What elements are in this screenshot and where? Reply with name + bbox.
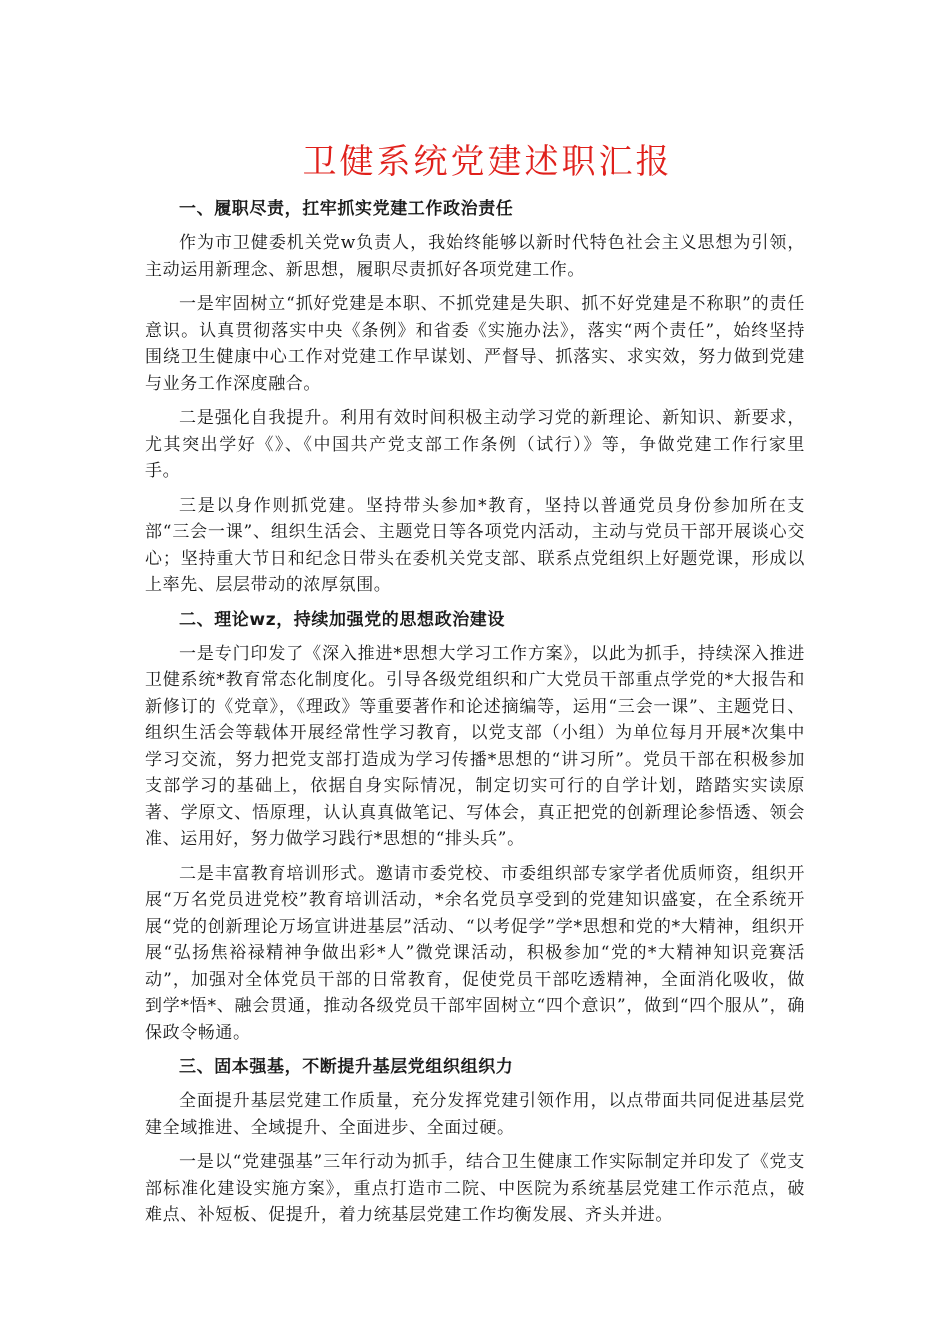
paragraph: 作为市卫健委机关党w负责人，我始终能够以新时代特色社会主义思想为引领，主动运用新理念、新思想，履职尽责抓好各项党建工作。 — [145, 233, 805, 280]
section-heading-3: 三、固本强基，不断提升基层党组织组织力 — [179, 1057, 514, 1077]
paragraph: 二是强化自我提升。利用有效时间积极主动学习党的新理论、新知识、新要求，尤其突出学好《》、《中国共产党支部工作条例（试行）》等，争做党建工作行家里手。 — [145, 408, 805, 481]
section-heading-2: 二、理论wz，持续加强党的思想政治建设 — [179, 609, 505, 630]
paragraph: 全面提升基层党建工作质量，充分发挥党建引领作用，以点带面共同促进基层党建全域推进、全域提升、全面进步、全面过硬。 — [145, 1091, 805, 1138]
paragraph: 一是牢固树立“抓好党建是本职、不抓党建是失职、抓不好党建是不称职”的责任意识。认真贯彻落实中央《条例》和省委《实施办法》，落实“两个责任”，始终坚持围绕卫生健康中心工作对党建工作早谋划、严督导、抓落实、求实效，努力做到党建与业务工作深度融合。 — [145, 294, 805, 394]
document-title: 卫健系统党建述职汇报 — [302, 142, 673, 182]
document-page — [145, 138, 805, 1237]
paragraph: 一是专门印发了《深入推进*思想大学习工作方案》，以此为抓手，持续深入推进卫健系统*教育常态化制度化。引导各级党组织和广大党员干部重点学党的*大报告和新修订的《党章》，《理政》等重要著作和论述摘编等，运用“三会一课”、主题党日、组织生活会等载体开展经常性学习教育，以党支部（小组）为单位每月开展*次集中学习交流，努力把党支部打造成为学习传播*思想的“讲习所”。党员干部在积极参加支部学习的基础上，依据自身实际情况，制定切实可行的自学计划，踏踏实实读原著、学原文、悟原理，认认真真做笔记、写体会，真正把党的创新理论参悟透、领会准、运用好，努力做学习践行*思想的“排头兵”。 — [145, 643, 805, 849]
section-heading-1: 一、履职尽责，扛牢抓实党建工作政治责任 — [179, 199, 514, 219]
paragraph: 二是丰富教育培训形式。邀请市委党校、市委组织部专家学者优质师资，组织开展“万名党员进党校”教育培训活动，*余名党员享受到的党建知识盛宴，在全系统开展“党的创新理论万场宣讲进基层”活动、“以考促学”学*思想和党的*大精神，组织开展“弘扬焦裕禄精神争做出彩*人”微党课活动，积极参加“党的*大精神知识竞赛活动”，加强对全体党员干部的日常教育，促使党员干部吃透精神，全面消化吸收，做到学*悟*、融会贯通，推动各级党员干部牢固树立“四个意识”，做到“四个服从”，确保政令畅通。 — [145, 863, 805, 1043]
paragraph: 三是以身作则抓党建。坚持带头参加*教育，坚持以普通党员身份参加所在支部“三会一课”、组织生活会、主题党日等各项党内活动，主动与党员干部开展谈心交心；坚持重大节日和纪念日带头在委机关党支部、联系点党组织上好题党课，形成以上率先、层层带动的浓厚氛围。 — [145, 495, 805, 595]
paragraph: 一是以“党建强基”三年行动为抓手，结合卫生健康工作实际制定并印发了《党支部标准化建设实施方案》，重点打造市二院、中医院为系统基层党建工作示范点，破难点、补短板、促提升，着力统基层党建工作均衡发展、齐头并进。 — [145, 1152, 805, 1225]
